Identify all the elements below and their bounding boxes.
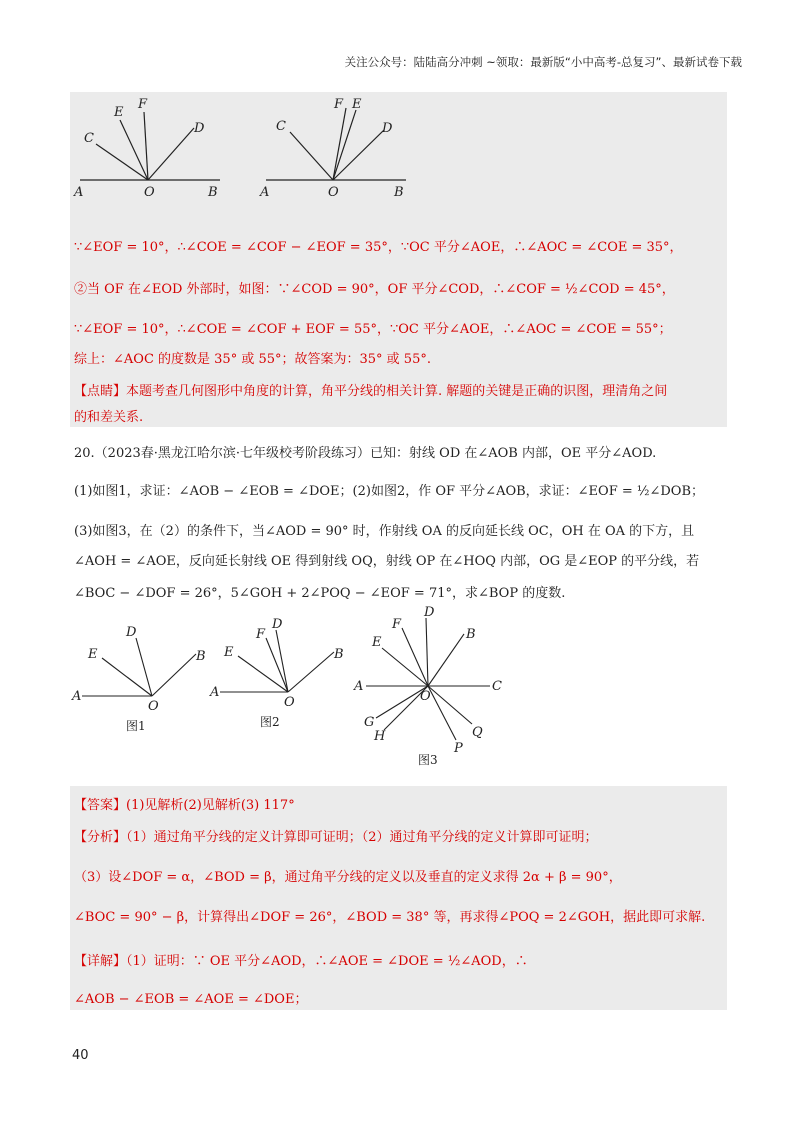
label-b: B <box>394 185 404 200</box>
label-b: B <box>208 185 218 200</box>
problem-line-3: (3)如图3，在（2）的条件下，当∠AOD = 90° 时，作射线 OA 的反向延长线 OC，OH 在 OA 的下方，且 <box>74 524 695 539</box>
solution-line-2: ②当 OF 在∠EOD 外部时，如图：∵∠COD = 90°，OF 平分∠COD，∴∠COF = ½∠COD = 45°， <box>74 282 675 297</box>
label-a: A <box>74 185 84 200</box>
figure-3-caption: 图3 <box>418 753 438 767</box>
solution-line-3: ∵∠EOF = 10°，∴∠COE = ∠COF + EOF = 55°，∵OC 平分∠AOE，∴∠AOC = ∠COE = 55°； <box>74 322 672 337</box>
angle-diagram-right <box>256 92 426 202</box>
label-e: E <box>224 645 234 660</box>
label-a: A <box>210 685 220 700</box>
label-q: Q <box>472 725 483 740</box>
analysis-line-3: ∠BOC = 90° − β，计算得出∠DOF = 26°，∠BOD = 38° 等，再求得∠POQ = 2∠GOH，据此即可求解. <box>74 910 706 925</box>
label-a: A <box>72 689 82 704</box>
detail-line-1: 【详解】（1）证明：∵ OE 平分∠AOD，∴∠AOE = ∠DOE = ½∠AOD，∴ <box>74 954 528 969</box>
analysis-line-2: （3）设∠DOF = α，∠BOD = β，通过角平分线的定义以及垂直的定义求得 2α + β = 90°， <box>74 870 622 885</box>
label-o: O <box>284 695 295 710</box>
label-a: A <box>354 679 364 694</box>
label-b: B <box>466 627 476 642</box>
page-number: 40 <box>72 1048 89 1063</box>
label-o: O <box>420 689 431 704</box>
label-o: O <box>144 185 155 200</box>
label-d: D <box>126 625 137 640</box>
solution-line-4: 综上：∠AOC 的度数是 35° 或 55°；故答案为：35° 或 55°. <box>74 352 431 367</box>
label-o: O <box>328 185 339 200</box>
figure-2-caption: 图2 <box>260 715 280 729</box>
dianjing-line-2: 的和差关系. <box>74 410 144 425</box>
label-f: F <box>138 97 148 112</box>
figure-3 <box>352 604 512 774</box>
label-c: C <box>276 119 286 134</box>
answer-line: 【答案】(1)见解析(2)见解析(3) 117° <box>74 798 295 813</box>
label-c: C <box>492 679 502 694</box>
label-h: H <box>374 729 386 744</box>
figure-1-caption: 图1 <box>126 719 146 733</box>
label-p: P <box>454 741 463 756</box>
label-b: B <box>196 649 206 664</box>
detail-line-2: ∠AOB − ∠EOB = ∠AOE = ∠DOE； <box>74 992 308 1007</box>
label-e: E <box>114 105 124 120</box>
label-f: F <box>256 627 266 642</box>
label-o: O <box>148 699 159 714</box>
label-e: E <box>372 635 382 650</box>
label-g: G <box>364 715 375 730</box>
label-a: A <box>260 185 270 200</box>
label-e: E <box>352 97 362 112</box>
problem-line-5: ∠BOC − ∠DOF = 26°，5∠GOH + 2∠POQ − ∠EOF = 71°，求∠BOP 的度数. <box>74 586 566 601</box>
analysis-line-1: 【分析】（1）通过角平分线的定义计算即可证明；（2）通过角平分线的定义计算即可证明； <box>74 830 598 845</box>
figure-2 <box>208 612 358 732</box>
figure-1 <box>70 618 220 738</box>
label-c: C <box>84 131 94 146</box>
problem-line-4: ∠AOH = ∠AOE，反向延长射线 OE 得到射线 OQ，射线 OP 在∠HOQ 内部，OG 是∠EOP 的平分线，若 <box>74 554 700 569</box>
problem-line-1: 20.（2023春·黑龙江哈尔滨·七年级校考阶段练习）已知：射线 OD 在∠AOB 内部，OE 平分∠AOD. <box>74 446 657 461</box>
label-d: D <box>194 121 205 136</box>
label-e: E <box>88 647 98 662</box>
label-b: B <box>334 647 344 662</box>
problem-line-2: (1)如图1，求证：∠AOB − ∠EOB = ∠DOE；(2)如图2，作 OF 平分∠AOB，求证：∠EOF = ½∠DOB； <box>74 484 705 499</box>
label-f: F <box>334 97 344 112</box>
page-header: 关注公众号：陆陆高分冲刺 ~领取：最新版“小中高考-总复习”、最新试卷下载 <box>344 55 742 69</box>
dianjing-line-1: 【点睛】本题考查几何图形中角度的计算，角平分线的相关计算. 解题的关键是正确的识图，理清角之间 <box>74 384 668 399</box>
angle-diagram-left <box>70 92 240 202</box>
label-d: D <box>272 617 283 632</box>
solution-block-bottom <box>70 786 727 1010</box>
label-d: D <box>382 121 393 136</box>
label-f: F <box>392 617 402 632</box>
label-d: D <box>424 605 435 620</box>
solution-line-1: ∵∠EOF = 10°，∴∠COE = ∠COF − ∠EOF = 35°，∵OC 平分∠AOE，∴∠AOC = ∠COE = 35°， <box>74 240 683 255</box>
